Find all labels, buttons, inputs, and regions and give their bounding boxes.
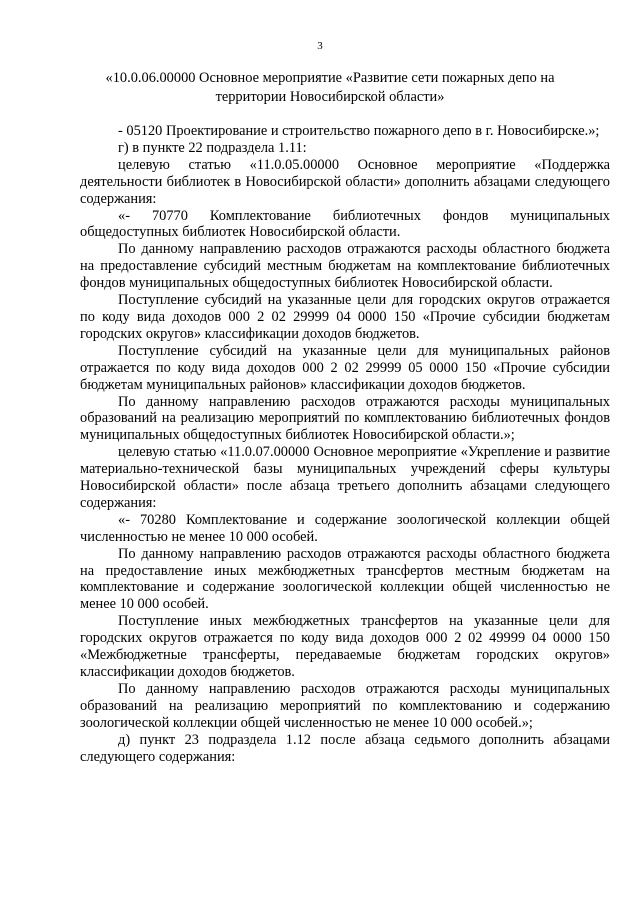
- paragraph: По данному направлению расходов отражаются расходы муниципальных образований на реализацию мероприятий по комплектованию и содержанию зоологической коллекции общей численностью не менее 10 000 особей.»;: [80, 680, 610, 731]
- document-body: [80, 123, 610, 765]
- paragraph: целевую статью «11.0.05.00000 Основное мероприятие «Поддержка деятельности библиотек в Новосибирской области» дополнить абзацами следующего содержания:: [80, 156, 610, 207]
- paragraph: Поступление иных межбюджетных трансфертов на указанные цели для городских округов отражается по коду вида доходов 000 2 02 49999 04 0000 150 «Межбюджетные трансферты, передаваемые бюджетам городских округов» классификации доходов бюджетов.: [80, 613, 610, 680]
- paragraph: Поступление субсидий на указанные цели для городских округов отражается по коду вида доходов 000 2 02 29999 04 0000 150 «Прочие субсидии бюджетам городских округов» классификации доходов бюджетов.: [80, 292, 610, 342]
- paragraph: По данному направлению расходов отражаются расходы областного бюджета на предоставление иных межбюджетных трансфертов местным бюджетам на комплектование и содержание зоологической коллекции общей численностью не менее 10 000 особей.: [80, 545, 610, 613]
- paragraph: г) в пункте 22 подраздела 1.11:: [118, 139, 307, 156]
- paragraph: По данному направлению расходов отражаются расходы областного бюджета на предоставление субсидий местным бюджетам на комплектование библиотечных фондов муниципальных общедоступных библиотек Новосибирской области.: [80, 241, 610, 292]
- paragraph: д) пункт 23 подраздела 1.12 после абзаца седьмого дополнить абзацами следующего содержания:: [80, 731, 610, 765]
- page-number: 3: [317, 40, 323, 52]
- paragraph: По данному направлению расходов отражаются расходы муниципальных образований на реализацию мероприятий по комплектованию библиотечных фондов муниципальных общедоступных библиотек Новосибирской области.»;: [80, 393, 610, 444]
- paragraph: целевую статью «11.0.07.00000 Основное мероприятие «Укрепление и развитие материально-технической базы муниципальных учреждений сферы культуры Новосибирской области» после абзаца третьего дополнить абзацами следующего содержания:: [80, 444, 610, 511]
- paragraph: «- 70280 Комплектование и содержание зоологической коллекции общей численностью не менее 10 000 особей.: [80, 511, 610, 545]
- paragraph: - 05120 Проектирование и строительство пожарного депо в г. Новосибирске.»;: [118, 123, 600, 139]
- section-heading: «10.0.06.00000 Основное мероприятие «Развитие сети пожарных депо на территории Новосибирской области»: [105, 70, 555, 105]
- paragraph: «- 70770 Комплектование библиотечных фондов муниципальных общедоступных библиотек Новосибирской области.: [80, 207, 610, 241]
- paragraph: Поступление субсидий на указанные цели для муниципальных районов отражается по коду вида доходов 000 2 02 29999 05 0000 150 «Прочие субсидии бюджетам муниципальных районов» классификации доходов бюджетов.: [80, 342, 610, 393]
